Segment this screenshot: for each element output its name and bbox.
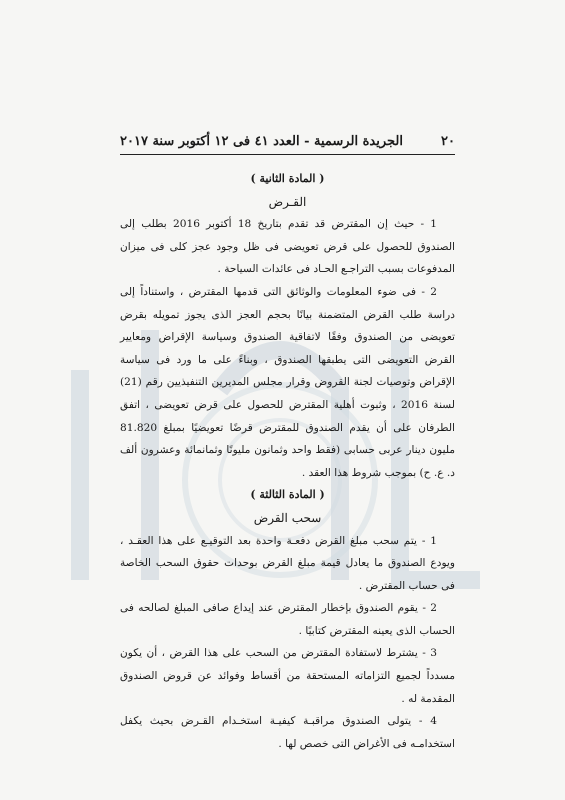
article-2-paragraph-2: 2 - فى ضوء المعلومات والوثائق التى قدمها المقترض ، واستناداً إلى دراسة طلب القرض المتضمنة بيانًا بحجم العجز الذى يجوز تمويله بقرض تعويضى من الصندوق وفقًا لاتفاقية الصندوق وسياسة الإقراض ومعايير القرض التعويضى التى يطبقها الصندوق ، وبناءً على ما ورد فى سياسة الإقراض وتوصيات لجنة القروض وقرار مجلس المديرين التنفيذيين رقم (21) لسنة 2016 ، وثبوت أهلية المقترض للحصول على قرض تعويضى ، اتفق الطرفان على أن يقدم الصندوق للمقترض قرضًا تعويضيًا بمبلغ 81.820 مليون دينار عربى حسابى (فقط واحد وثمانون مليونًا وثمانمائة وعشرون ألف د. ع. ح) بموجب شروط هذا العقد . xyxy=(120,285,455,479)
publication-line: الجريدة الرسمية - العدد ٤١ فى ١٢ أكتوبر سنة ٢٠١٧ xyxy=(120,134,403,149)
article-3-paragraph-1: 1 - يتم سحب مبلغ القرض دفعـة واحدة بعد التوقيـع على هذا العقـد ، ويودع الصندوق ما يعادل قيمة مبلغ القرض بوحدات حقوق السحب الخاصة فى حساب المقترض . xyxy=(120,534,455,592)
document-body xyxy=(120,168,455,755)
article-3-title: سحب القرض xyxy=(253,510,322,525)
article-3-paragraph-2: 2 - يقوم الصندوق بإخطار المقترض عند إيداع صافى المبلغ لصالحه فى الحساب الذى يعينه المقترض كتابيًا . xyxy=(120,602,455,637)
article-2-paragraph-1: 1 - حيث إن المقترض قد تقدم بتاريخ 18 أكتوبر 2016 بطلب إلى الصندوق للحصول على قرض تعويضى فى ظل وجود عجز كلى فى ميزان المدفوعات بسبب التراجـع الحـاد فى عائدات السياحة . xyxy=(120,218,455,276)
page-number: ٢٠ xyxy=(441,134,455,149)
header-divider xyxy=(120,154,455,155)
article-3-heading: ( المادة الثالثة ) xyxy=(250,488,325,502)
article-3-paragraph-3: 3 - يشترط لاستفادة المقترض من السحب على هذا القرض ، أن يكون مسدداً لجميع التزاماته المستحقة من أقساط وفوائد عن قروض الصندوق المقدمة له . xyxy=(120,647,455,705)
article-2-heading: ( المادة الثانية ) xyxy=(250,172,325,185)
page-header xyxy=(120,134,455,149)
article-2-title: القـرض xyxy=(268,194,307,209)
article-3-paragraph-4: 4 - يتولى الصندوق مراقبـة كيفيـة استخـدام القـرض بحيث يكفل استخدامـه فى الأغراض التى خصص لها . xyxy=(120,715,455,750)
